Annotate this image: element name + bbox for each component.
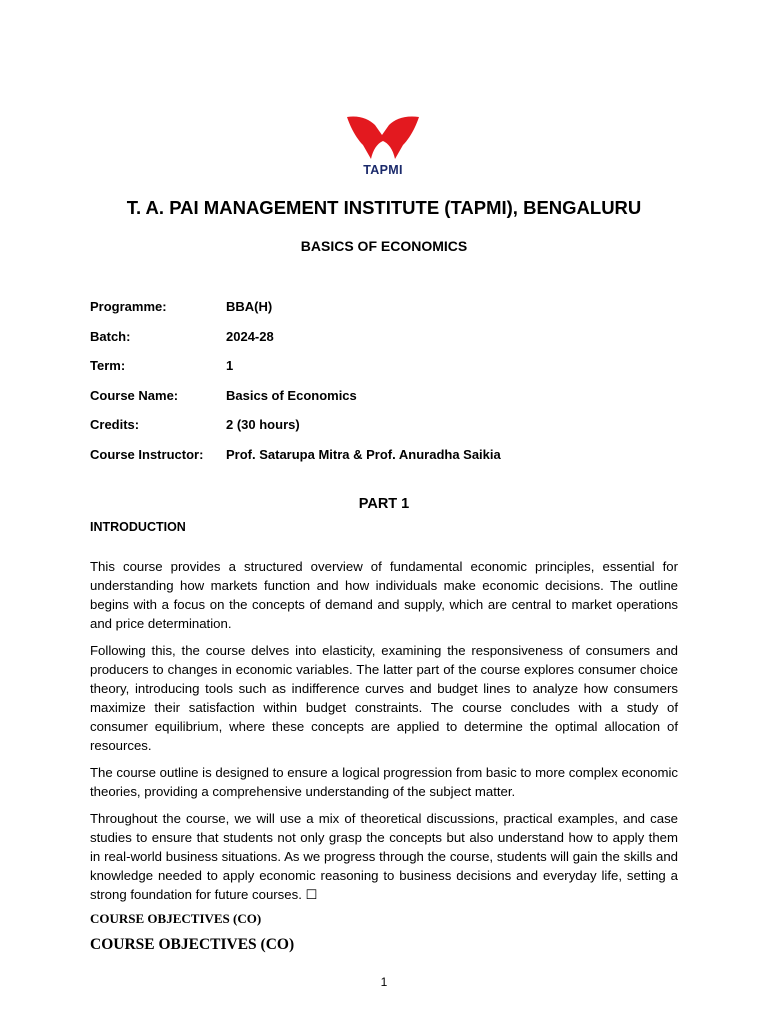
logo-text: TAPMI <box>363 163 403 177</box>
objectives-heading-large: COURSE OBJECTIVES (CO) <box>90 936 295 953</box>
info-label: Programme: <box>90 299 167 314</box>
objectives-heading-small: COURSE OBJECTIVES (CO) <box>90 911 262 926</box>
info-label: Credits: <box>90 417 140 433</box>
info-value: 1 <box>226 358 234 374</box>
info-row <box>90 358 501 388</box>
info-label: Batch: <box>90 328 131 344</box>
intro-paragraph-3: The course outline is designed to ensure a logical progression from basic to more complex economic theories, providing a comprehensive understanding of the subject matter. <box>90 765 678 799</box>
info-label: Course Name: <box>90 387 179 403</box>
intro-paragraph-2: Following this, the course delves into elasticity, examining the responsiveness of consumers and producers to changes in economic variables. The latter part of the course explores consumer choice theory, introducing tools such as indifference curves and budget lines to analyze how consumers maximize their satisfaction within budget constraints. The course concludes with a study of consumer equilibrium, where these concepts are applied to determine the optimal allocation of resources. <box>90 643 678 753</box>
info-row <box>90 388 501 418</box>
info-value: 2024-28 <box>226 328 274 344</box>
page-number: 1 <box>380 975 388 989</box>
intro-paragraph-1: This course provides a structured overview of fundamental economic principles, essential for understanding how markets function and how individuals make economic decisions. The outline begins with a focus on the concepts of demand and supply, which are central to market operations and price determination. <box>90 559 678 631</box>
institute-title: T. A. PAI MANAGEMENT INSTITUTE (TAPMI), BENGALURU <box>126 197 642 218</box>
intro-paragraph-4: Throughout the course, we will use a mix of theoretical discussions, practical examples, and case studies to ensure that students not only grasp the concepts but also understand how to apply them in real-world business situations. As we progress through the course, students will gain the skills and knowledge needed to apply economic reasoning to business decisions and everyday life, setting a strong foundation for future courses. ☐ <box>90 811 678 902</box>
logo-mark-icon <box>345 115 421 163</box>
course-title: BASICS OF ECONOMICS <box>300 238 468 254</box>
info-row <box>90 299 501 329</box>
tapmi-logo <box>345 115 421 179</box>
info-row <box>90 447 501 477</box>
info-label: Course Instructor: <box>90 446 204 462</box>
introduction-heading: INTRODUCTION <box>90 520 186 534</box>
info-row <box>90 417 501 447</box>
info-value: Prof. Satarupa Mitra & Prof. Anuradha Saikia <box>226 446 501 462</box>
info-label: Term: <box>90 358 126 374</box>
info-row <box>90 329 501 359</box>
part-title: PART 1 <box>358 496 410 512</box>
info-value: 2 (30 hours) <box>226 417 300 433</box>
course-info-table <box>90 299 501 477</box>
info-value: BBA(H) <box>226 299 273 314</box>
info-value: Basics of Economics <box>226 387 357 403</box>
